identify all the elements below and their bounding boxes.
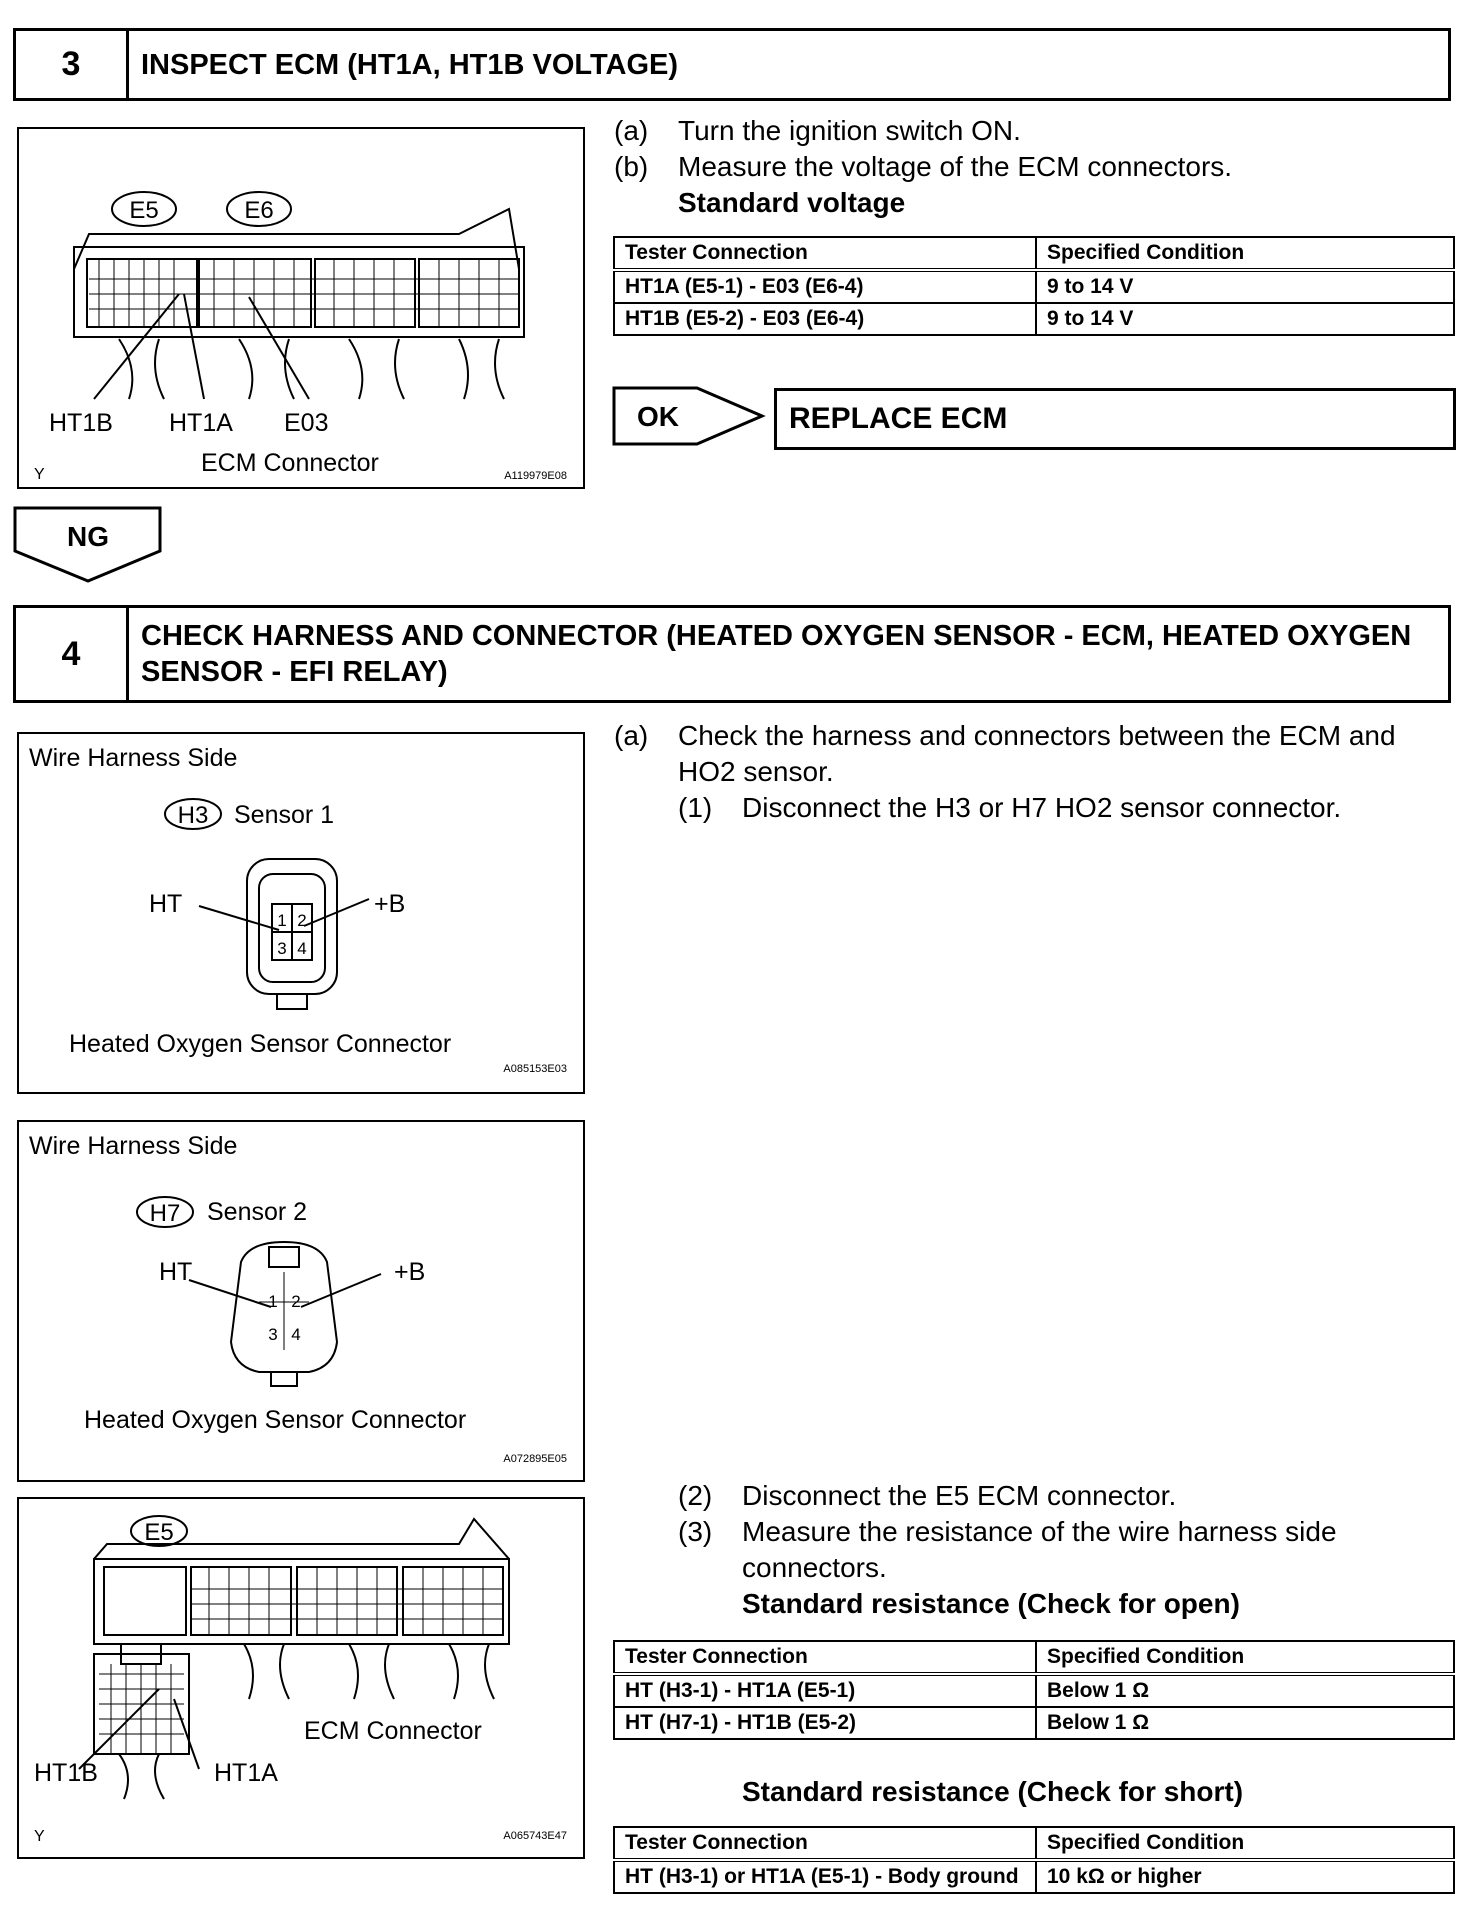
ht-label: HT (159, 1258, 193, 1286)
instr-text: Measure the resistance of the wire harness side connectors. (742, 1516, 1337, 1583)
figure-corner: Y (34, 466, 45, 483)
h3-connector-diagram (19, 734, 583, 1092)
h3-connector-figure (17, 732, 585, 1094)
ht1a-label: HT1A (214, 1759, 278, 1787)
table-cell: HT (H3-1) or HT1A (E5-1) - Body ground (614, 1860, 1036, 1893)
b-label: +B (394, 1258, 426, 1286)
instr-label: (1) (678, 792, 713, 823)
step4-header (13, 605, 1451, 703)
table-row (614, 270, 1454, 303)
instr-text: Turn the ignition switch ON. (678, 115, 1021, 146)
instr-label: (3) (678, 1516, 713, 1547)
figure-caption: ECM Connector (201, 449, 379, 477)
table-cell: HT1A (E5-1) - E03 (E6-4) (614, 270, 1036, 303)
e5-label: E5 (129, 197, 159, 224)
instr-text: Check the harness and connectors between the ECM and HO2 sensor. (678, 720, 1396, 787)
std-open-heading: Standard resistance (Check for open) (742, 1588, 1240, 1619)
std-voltage-heading: Standard voltage (678, 187, 906, 218)
fig-title: Wire Harness Side (29, 744, 238, 772)
step4-number: 4 (16, 608, 129, 700)
ecm-connector-diagram (19, 129, 583, 487)
ht1a-label: HT1A (169, 409, 233, 437)
table-row (614, 1707, 1454, 1739)
pin-3: 3 (277, 939, 287, 958)
ok-arrow (612, 386, 768, 446)
e5-label: E5 (144, 1519, 174, 1546)
sensor-label: Sensor 1 (234, 801, 335, 829)
table-row (614, 1674, 1454, 1707)
table-header: Tester Connection (614, 1827, 1036, 1860)
fig-code: A065743E47 (503, 1830, 567, 1842)
voltage-table (613, 236, 1455, 336)
step4-title: CHECK HARNESS AND CONNECTOR (HEATED OXYGEN SENSOR - ECM, HEATED OXYGEN SENSOR - EFI RELAY) (141, 620, 1412, 688)
step3-instructions (614, 113, 1454, 221)
replace-ecm-box: REPLACE ECM (774, 388, 1456, 450)
instr-label: (a) (614, 720, 649, 751)
table-cell: HT (H3-1) - HT1A (E5-1) (614, 1674, 1036, 1707)
pin-2: 2 (291, 1292, 301, 1311)
pin-4: 4 (297, 939, 307, 958)
instr-text: Disconnect the E5 ECM connector. (742, 1480, 1177, 1511)
b-label: +B (374, 890, 406, 918)
std-short-heading: Standard resistance (Check for short) (742, 1776, 1244, 1807)
instr-label: (2) (678, 1480, 713, 1511)
h7-connector-figure (17, 1120, 585, 1482)
table-header: Tester Connection (614, 1641, 1036, 1674)
sensor-label: Sensor 2 (207, 1198, 308, 1226)
h7-label: H7 (149, 1200, 181, 1227)
table-header: Specified Condition (1036, 237, 1454, 270)
ok-label: OK (637, 401, 679, 432)
h7-connector-diagram (19, 1122, 583, 1480)
fig-code: A072895E05 (503, 1453, 567, 1465)
ht1b-label: HT1B (34, 1759, 98, 1787)
instr-text: Disconnect the H3 or H7 HO2 sensor connector. (742, 792, 1342, 823)
table-row (614, 1860, 1454, 1893)
step4-instructions-bottom (614, 1478, 1454, 1622)
fig-caption: ECM Connector (304, 1717, 482, 1745)
table-header: Specified Condition (1036, 1641, 1454, 1674)
e5-connector-figure (17, 1497, 585, 1859)
table-cell: 9 to 14 V (1036, 270, 1454, 303)
instr-text: Measure the voltage of the ECM connectors. (678, 151, 1233, 182)
fig-title: Wire Harness Side (29, 1132, 238, 1160)
ng-arrow (13, 506, 163, 584)
e5-connector-diagram (19, 1499, 583, 1857)
figure-code: A119979E08 (504, 470, 567, 482)
table-header: Tester Connection (614, 237, 1036, 270)
step3-header (13, 28, 1451, 101)
fig-code: A085153E03 (503, 1063, 567, 1075)
ht-label: HT (149, 890, 183, 918)
table-cell: 9 to 14 V (1036, 303, 1454, 335)
e6-label: E6 (244, 197, 274, 224)
table-cell: HT (H7-1) - HT1B (E5-2) (614, 1707, 1036, 1739)
step4-instructions-top (614, 718, 1454, 826)
pin-3: 3 (268, 1325, 278, 1344)
table-cell: Below 1 Ω (1036, 1707, 1454, 1739)
open-resistance-table (613, 1640, 1455, 1740)
short-resistance-table (613, 1826, 1455, 1894)
table-row (614, 303, 1454, 335)
instr-label: (a) (614, 115, 649, 146)
pin-2: 2 (297, 911, 307, 930)
fig-caption: Heated Oxygen Sensor Connector (69, 1030, 452, 1058)
step3-number: 3 (16, 31, 129, 98)
figure-corner: Y (34, 1828, 45, 1845)
table-cell: HT1B (E5-2) - E03 (E6-4) (614, 303, 1036, 335)
table-header: Specified Condition (1036, 1827, 1454, 1860)
e03-label: E03 (284, 409, 329, 437)
step3-title: INSPECT ECM (HT1A, HT1B VOLTAGE) (141, 48, 679, 81)
pin-1: 1 (268, 1292, 278, 1311)
ng-label: NG (67, 521, 109, 552)
fig-caption: Heated Oxygen Sensor Connector (84, 1406, 467, 1434)
ht1b-label: HT1B (49, 409, 113, 437)
pin-4: 4 (291, 1325, 301, 1344)
pin-1: 1 (277, 911, 287, 930)
ecm-connector-figure (17, 127, 585, 489)
h3-label: H3 (177, 802, 209, 829)
table-cell: Below 1 Ω (1036, 1674, 1454, 1707)
instr-label: (b) (614, 151, 649, 182)
table-cell: 10 kΩ or higher (1036, 1860, 1454, 1893)
